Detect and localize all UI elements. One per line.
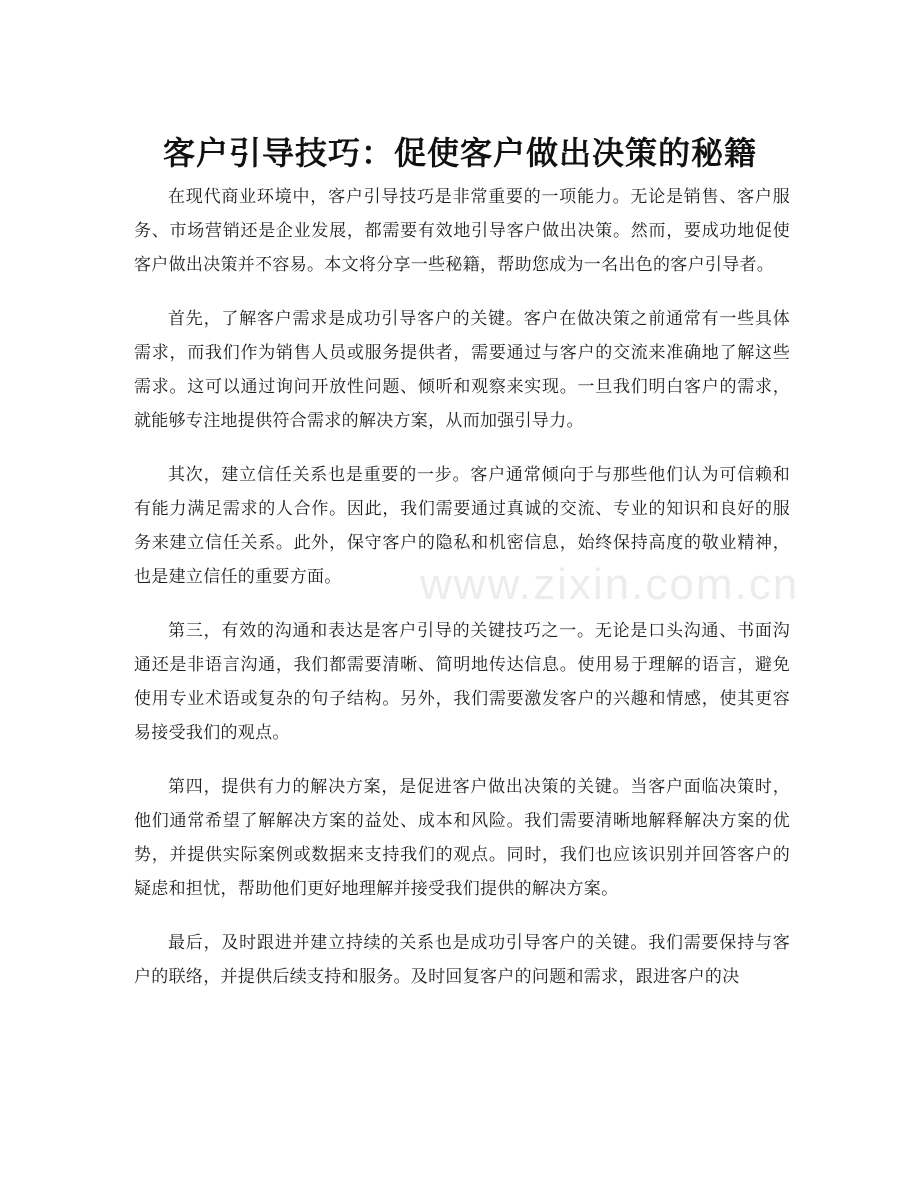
paragraph-intro: 在现代商业环境中，客户引导技巧是非常重要的一项能力。无论是销售、客户服务、市场营销还是企业发展，都需要有效地引导客户做出决策。然而，要成功地促使客户做出决策并不容易。本文将分享一些秘籍，帮助您成为一名出色的客户引导者。 xyxy=(134,187,790,275)
paragraph-first: 首先，了解客户需求是成功引导客户的关键。客户在做决策之前通常有一些具体需求，而我们作为销售人员或服务提供者，需要通过与客户的交流来准确地了解这些需求。这可以通过询问开放性问题、倾听和观察来实现。一旦我们明白客户的需求，就能够专注地提供符合需求的解决方案，从而加强引导力。 xyxy=(134,309,790,431)
watermark: www.zixin.com.cn xyxy=(420,560,800,609)
paragraph-fourth: 第四，提供有力的解决方案，是促进客户做出决策的关键。当客户面临决策时，他们通常希望了解解决方案的益处、成本和风险。我们需要清晰地解释解决方案的优势，并提供实际案例或数据来支持我们的观点。同时，我们也应该识别并回答客户的疑虑和担忧，帮助他们更好地理解并接受我们提供的解决方案。 xyxy=(134,777,790,899)
document-body xyxy=(134,180,790,1014)
paragraph-last: 最后，及时跟进并建立持续的关系也是成功引导客户的关键。我们需要保持与客户的联络，并提供后续支持和服务。及时回复客户的问题和需求，跟进客户的决 xyxy=(134,933,790,987)
paragraph-second: 其次，建立信任关系也是重要的一步。客户通常倾向于与那些他们认为可信赖和有能力满足需求的人合作。因此，我们需要通过真诚的交流、专业的知识和良好的服务来建立信任关系。此外，保守客户的隐私和机密信息，始终保持高度的敬业精神，也是建立信任的重要方面。 xyxy=(134,465,790,587)
document-title: 客户引导技巧：促使客户做出决策的秘籍 xyxy=(162,134,757,173)
paragraph-third: 第三，有效的沟通和表达是客户引导的关键技巧之一。无论是口头沟通、书面沟通还是非语言沟通，我们都需要清晰、简明地传达信息。使用易于理解的语言，避免使用专业术语或复杂的句子结构。另外，我们需要激发客户的兴趣和情感，使其更容易接受我们的观点。 xyxy=(134,621,790,743)
